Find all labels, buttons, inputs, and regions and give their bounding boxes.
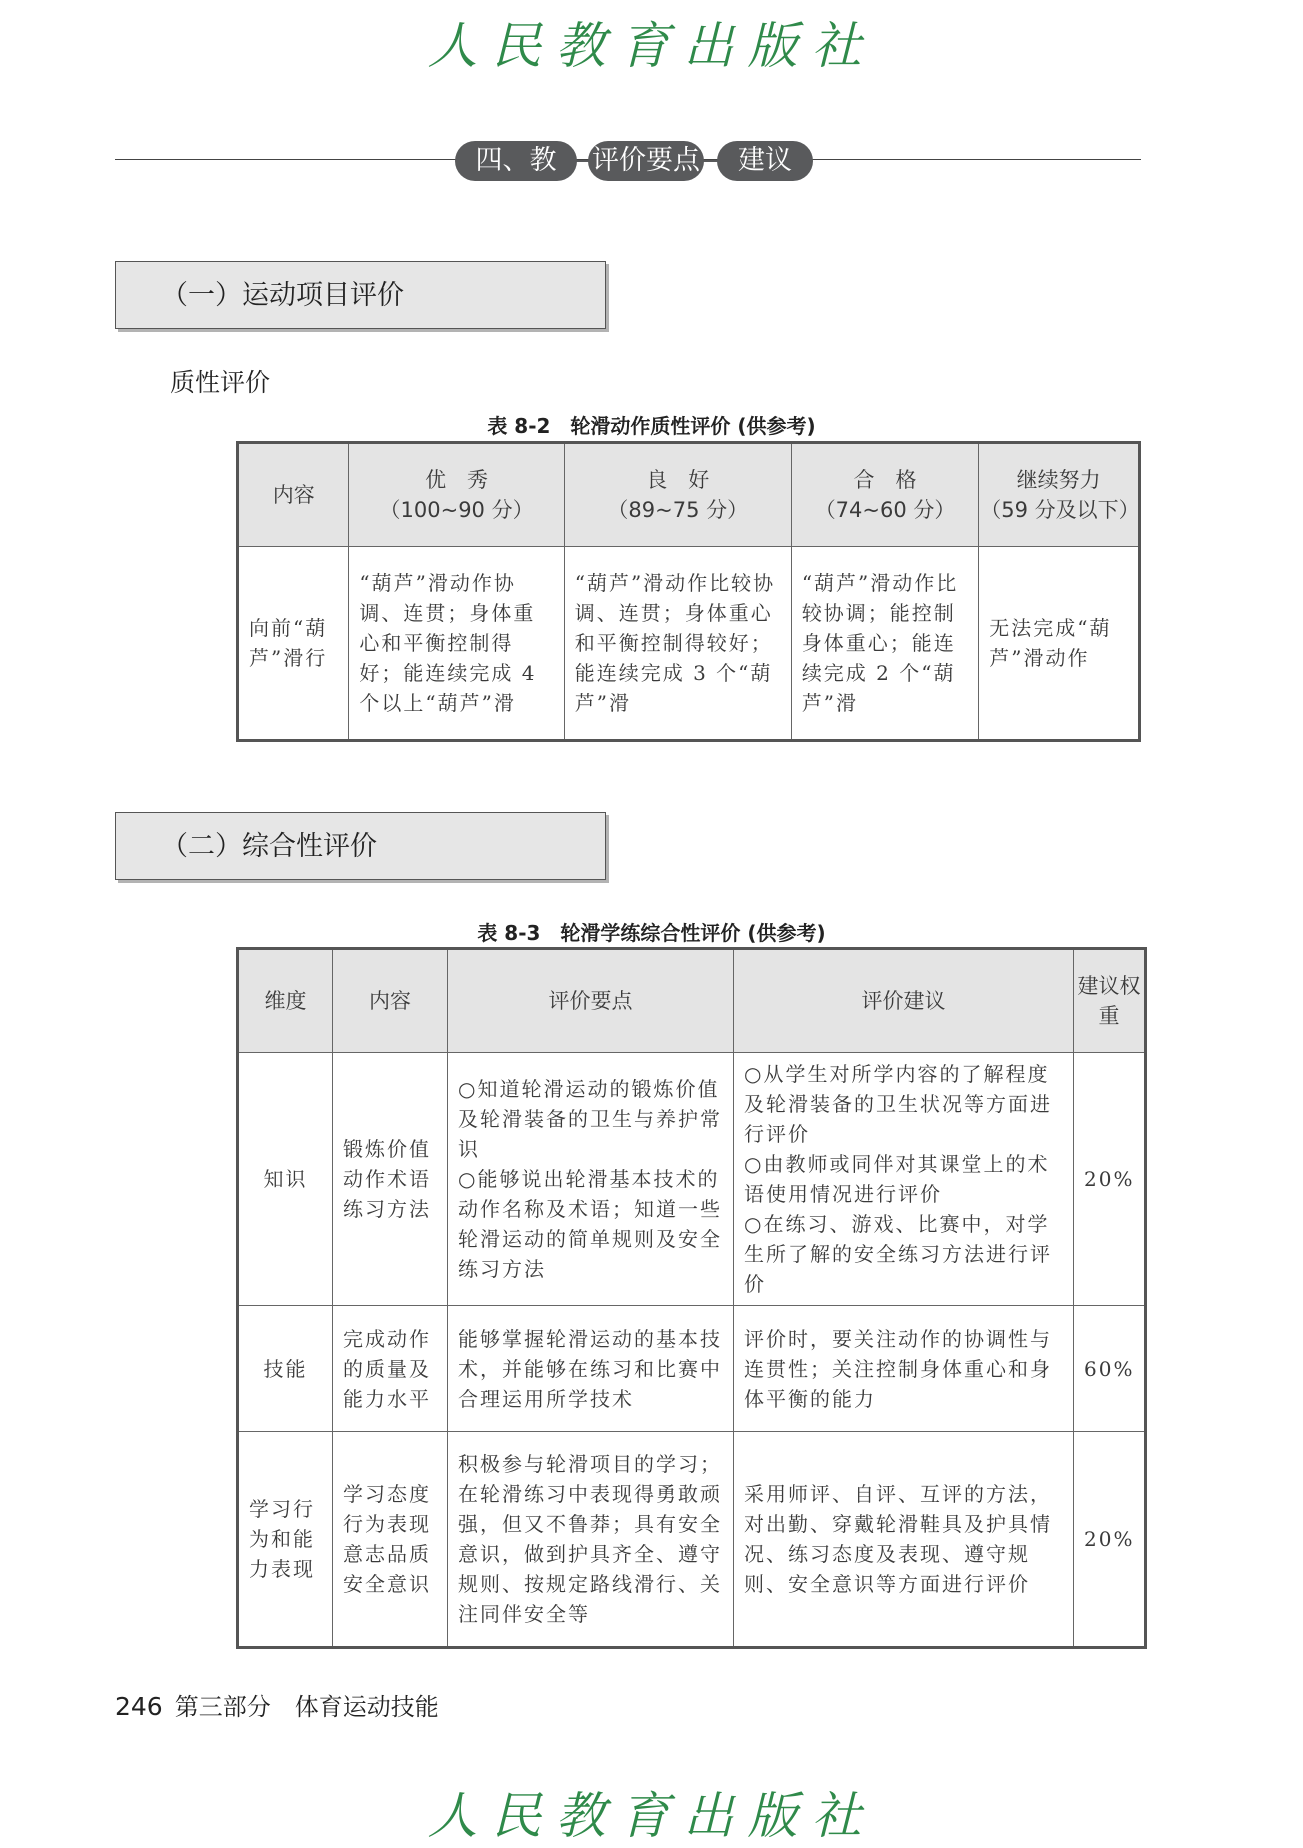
- cell-content: 完成动作的质量及能力水平: [333, 1306, 448, 1432]
- publisher-logo-bottom: 人民教育出版社: [427, 1787, 876, 1845]
- heading-part-2: 评价要点: [588, 141, 704, 181]
- section-title-2: （二）综合性评价: [115, 812, 606, 880]
- header-points: 评价要点: [448, 949, 734, 1053]
- header-pass: 合 格 （74~60 分）: [791, 443, 978, 547]
- cell-weight: 20%: [1074, 1432, 1146, 1648]
- header-weight: 建议权重: [1074, 949, 1146, 1053]
- publisher-logo-top: 人民教育出版社: [427, 17, 876, 75]
- cell-dimension: 知识: [238, 1053, 333, 1306]
- table-header-row: [238, 949, 1146, 1053]
- cell-content: 学习态度 行为表现 意志品质 安全意识: [333, 1432, 448, 1648]
- part-label: 第三部分 体育运动技能: [174, 1693, 439, 1721]
- cell-dimension: 技能: [238, 1306, 333, 1432]
- cell-points: 积极参与轮滑项目的学习；在轮滑练习中表现得勇敢顽强，但又不鲁莽；具有安全意识，做到护具齐全、遵守规则、按规定路线滑行、关注同伴安全等: [448, 1432, 734, 1648]
- header-content: 内容: [238, 443, 349, 547]
- page-number: 246: [115, 1692, 163, 1721]
- table-header-row: [238, 443, 1140, 547]
- table-caption-8-3: 表 8-3 轮滑学练综合性评价 (供参考): [477, 921, 826, 945]
- cell-points: ○知道轮滑运动的锻炼价值及轮滑装备的卫生与养护常识 ○能够说出轮滑基本技术的动作名称及术语；知道一些轮滑运动的简单规则及安全练习方法: [448, 1053, 734, 1306]
- cell-good: “葫芦”滑动作比较协调、连贯；身体重心和平衡控制得较好；能连续完成 3 个“葫芦”滑: [564, 547, 791, 741]
- header-excellent: 优 秀 （100~90 分）: [349, 443, 564, 547]
- table-row: [238, 1306, 1146, 1432]
- table-row: [238, 1053, 1146, 1306]
- header-content: 内容: [333, 949, 448, 1053]
- cell-suggestion: 评价时，要关注动作的协调性与连贯性；关注控制身体重心和身体平衡的能力: [734, 1306, 1074, 1432]
- header-keep-trying: 继续努力 （59 分及以下）: [979, 443, 1140, 547]
- cell-pass: “葫芦”滑动作比较协调；能控制身体重心；能连续完成 2 个“葫芦”滑: [791, 547, 978, 741]
- header-good: 良 好 （89~75 分）: [564, 443, 791, 547]
- heading-part-3: 建议: [717, 141, 813, 181]
- table-8-2: [236, 441, 1141, 742]
- cell-suggestion: 采用师评、自评、互评的方法，对出勤、穿戴轮滑鞋具及护具情况、练习态度及表现、遵守规则、安全意识等方面进行评价: [734, 1432, 1074, 1648]
- section-title-1: （一）运动项目评价: [115, 261, 606, 329]
- header-suggestion: 评价建议: [734, 949, 1074, 1053]
- chapter-heading: [455, 141, 815, 181]
- cell-content: 锻炼价值 动作术语 练习方法: [333, 1053, 448, 1306]
- cell-dimension: 学习行为和能力表现: [238, 1432, 333, 1648]
- page-footer: [115, 1687, 439, 1722]
- cell-keep-trying: 无法完成“葫芦”滑动作: [979, 547, 1140, 741]
- table-row: [238, 547, 1140, 741]
- table-caption-8-2: 表 8-2 轮滑动作质性评价 (供参考): [487, 414, 816, 438]
- header-dimension: 维度: [238, 949, 333, 1053]
- cell-content: 向前“葫芦”滑行: [238, 547, 349, 741]
- cell-weight: 60%: [1074, 1306, 1146, 1432]
- cell-suggestion: ○从学生对所学内容的了解程度及轮滑装备的卫生状况等方面进行评价 ○由教师或同伴对其课堂上的术语使用情况进行评价 ○在练习、游戏、比赛中，对学生所了解的安全练习方法进行评价: [734, 1053, 1074, 1306]
- table-row: [238, 1432, 1146, 1648]
- subheading-qualitative: 质性评价: [170, 368, 271, 397]
- cell-points: 能够掌握轮滑运动的基本技术，并能够在练习和比赛中合理运用所学技术: [448, 1306, 734, 1432]
- table-8-3: [236, 947, 1147, 1649]
- cell-weight: 20%: [1074, 1053, 1146, 1306]
- heading-part-1: 四、教: [455, 141, 577, 181]
- cell-excellent: “葫芦”滑动作协调、连贯；身体重心和平衡控制得好；能连续完成 4 个以上“葫芦”滑: [349, 547, 564, 741]
